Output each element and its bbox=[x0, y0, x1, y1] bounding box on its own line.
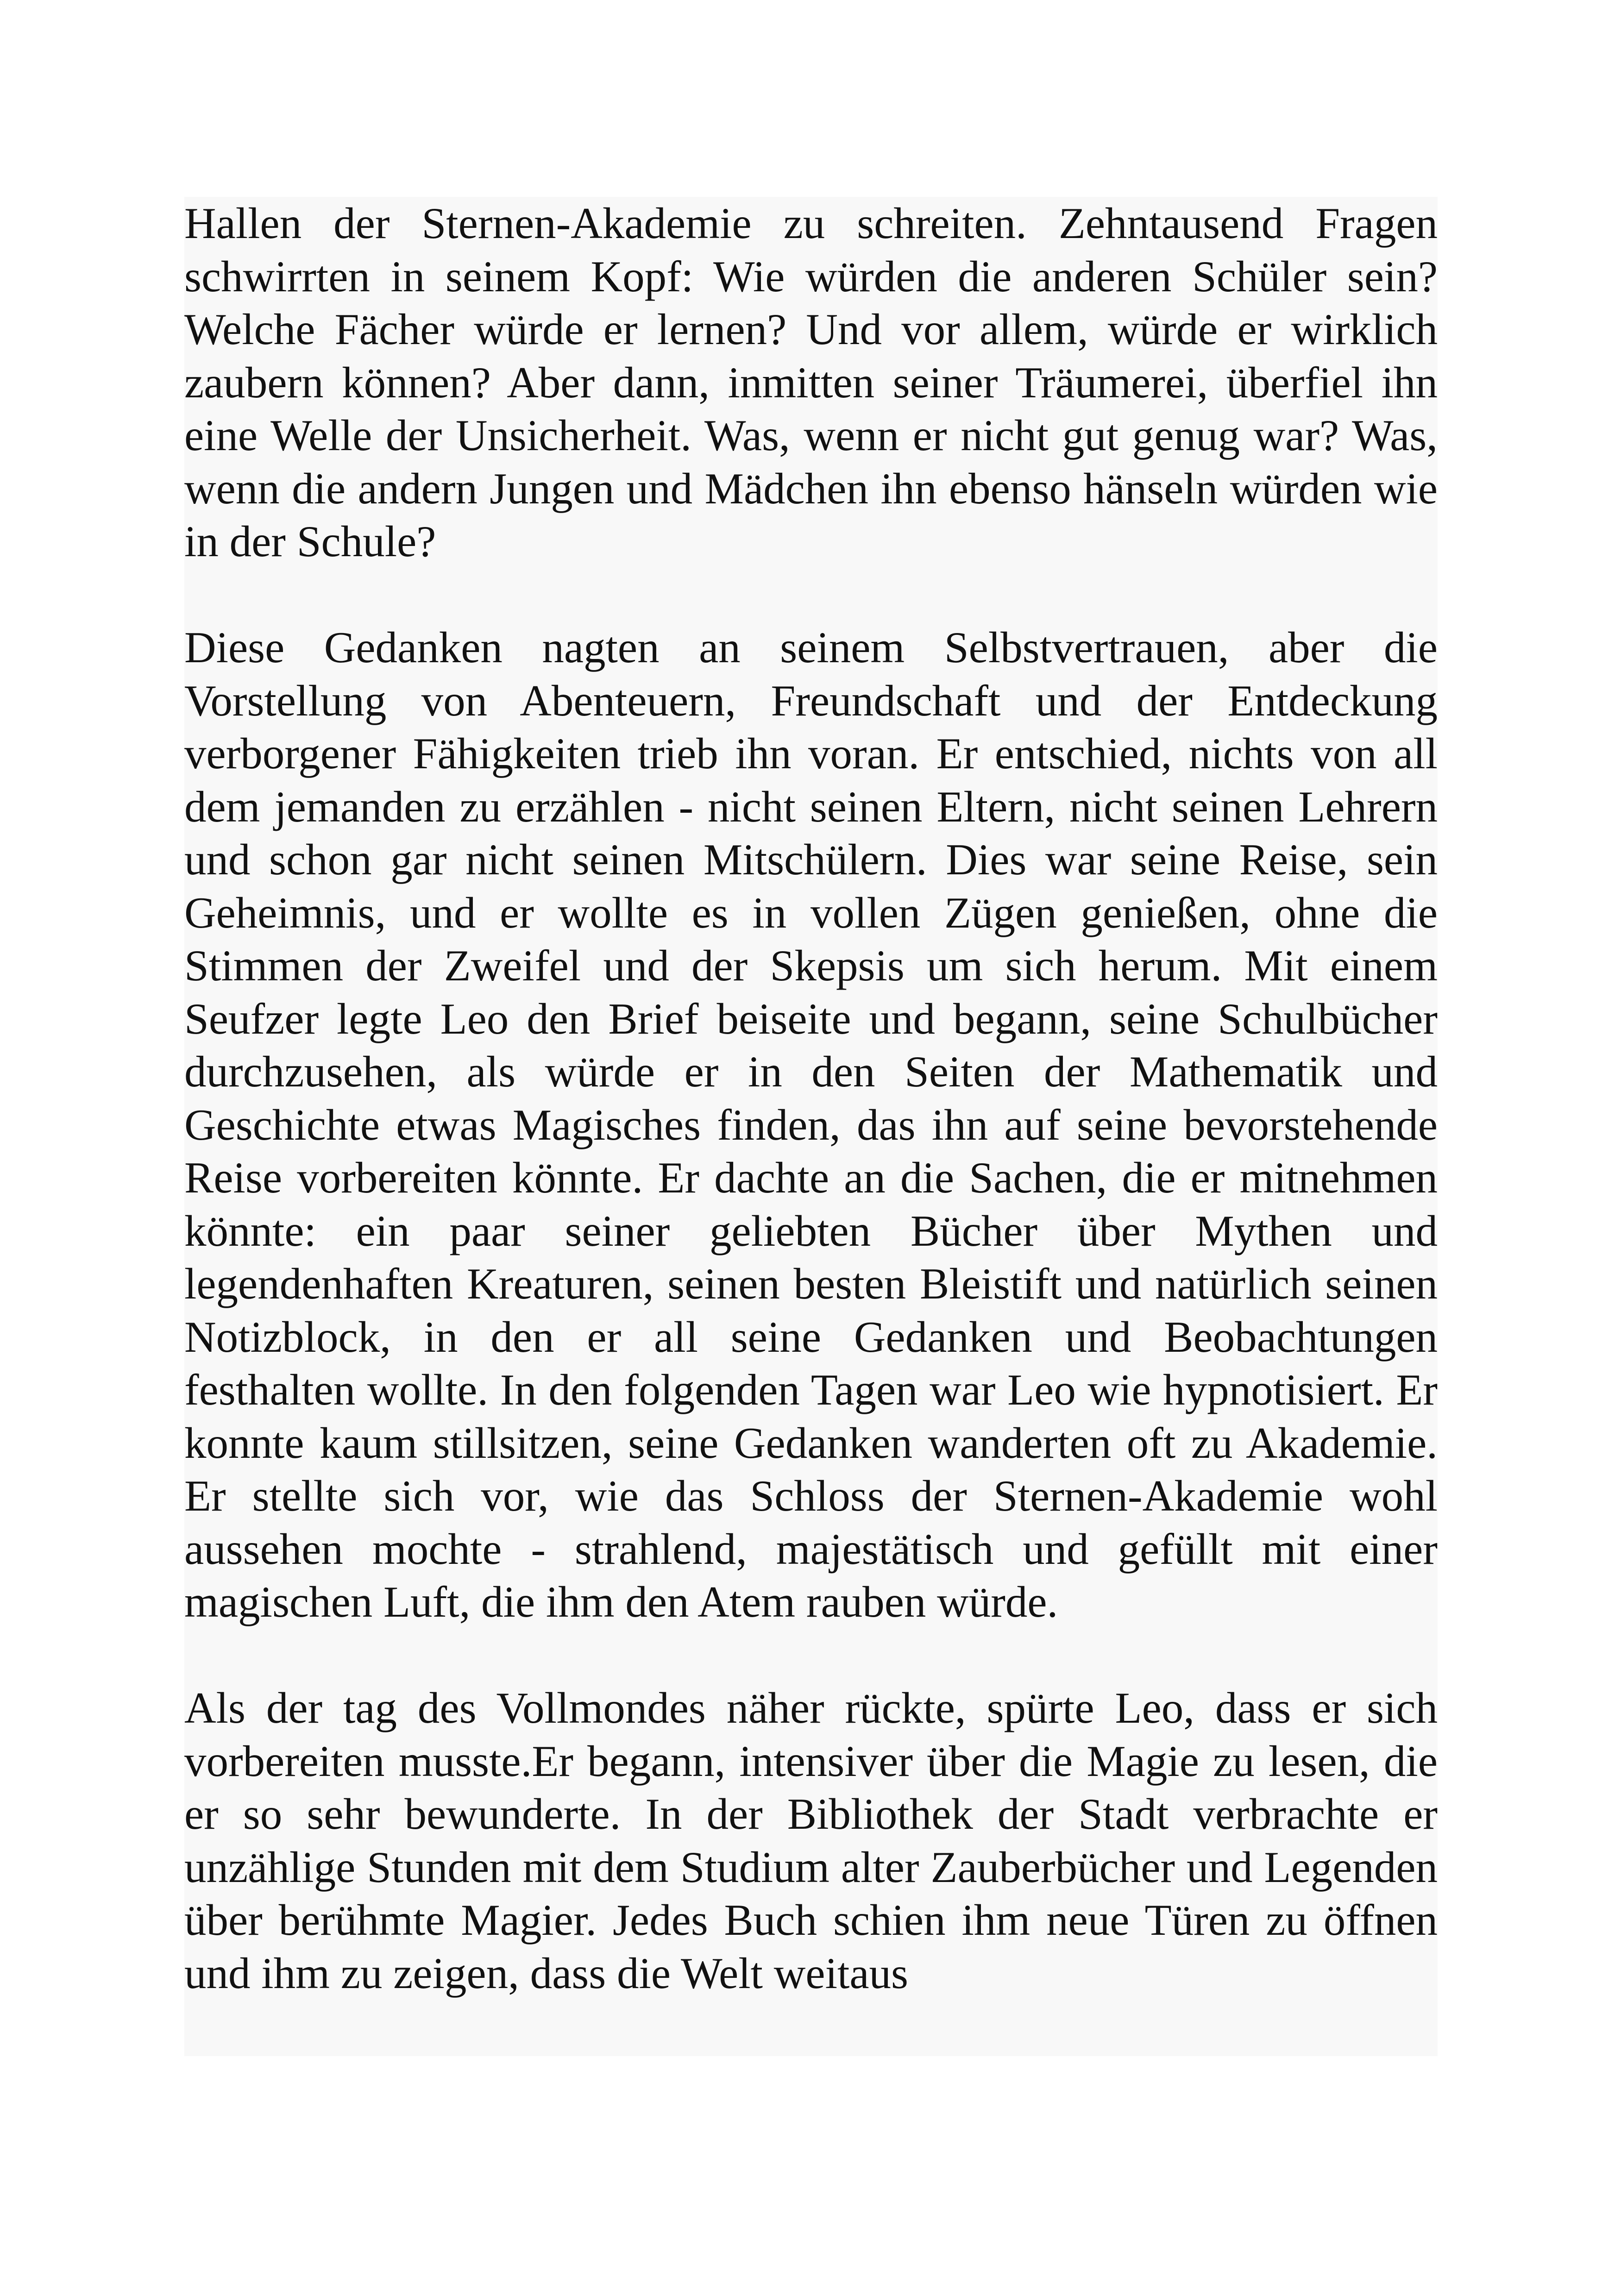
paragraph-3: Als der tag des Vollmondes näher rückte, spürte Leo, dass er sich vorbereiten musste.Er begann, intensiver über die Magie zu lesen, die er so sehr bewunderte. In der Bibliothek der Stadt verbrachte er unzählige Stunden mit dem Studium alter Zauberbücher und Legenden über berühmte Magier. Jedes Buch schien ihm neue Türen zu öffnen und ihm zu zeigen, dass die Welt weitaus bbox=[184, 1683, 1438, 1998]
paragraph-1: Hallen der Sternen-Akademie zu schreiten. Zehntausend Fragen schwirrten in seinem Kopf: Wie würden die anderen Schüler sein? Welche Fächer würde er lernen? Und vor allem, würde er wirklich zaubern können? Aber dann, inmitten seiner Träumerei, überfiel ihn eine Welle der Unsicherheit. Was, wenn er nicht gut genug war? Was, wenn die andern Jungen und Mädchen ihn ebenso hänseln würden wie in der Schule? bbox=[184, 199, 1438, 566]
text-block bbox=[184, 197, 1438, 2056]
paragraph-2: Diese Gedanken nagten an seinem Selbstvertrauen, aber die Vorstellung von Abenteuern, Freundschaft und der Entdeckung verborgener Fähigkeiten trieb ihn voran. Er entschied, nichts von all dem jemanden zu erzählen - nicht seinen Eltern, nicht seinen Lehrern und schon gar nicht seinen Mitschülern. Dies war seine Reise, sein Geheimnis, und er wollte es in vollen Zügen genießen, ohne die Stimmen der Zweifel und der Skepsis um sich herum. Mit einem Seufzer legte Leo den Brief beiseite und begann, seine Schulbücher durchzusehen, als würde er in den Seiten der Mathematik und Geschichte etwas Magisches finden, das ihn auf seine bevorstehende Reise vorbereiten könnte. Er dachte an die Sachen, die er mitnehmen könnte: ein paar seiner geliebten Bücher über Mythen und legendenhaften Kreaturen, seinen besten Bleistift und natürlich seinen Notizblock, in den er all seine Gedanken und Beobachtungen festhalten wollte. In den folgenden Tagen war Leo wie hypnotisiert. Er konnte kaum stillsitzen, seine Gedanken wanderten oft zu Akademie. Er stellte sich vor, wie das Schloss der Sternen-Akademie wohl aussehen mochte - strahlend, majestätisch und gefüllt mit einer magischen Luft, die ihm den Atem rauben würde. bbox=[184, 623, 1438, 1626]
